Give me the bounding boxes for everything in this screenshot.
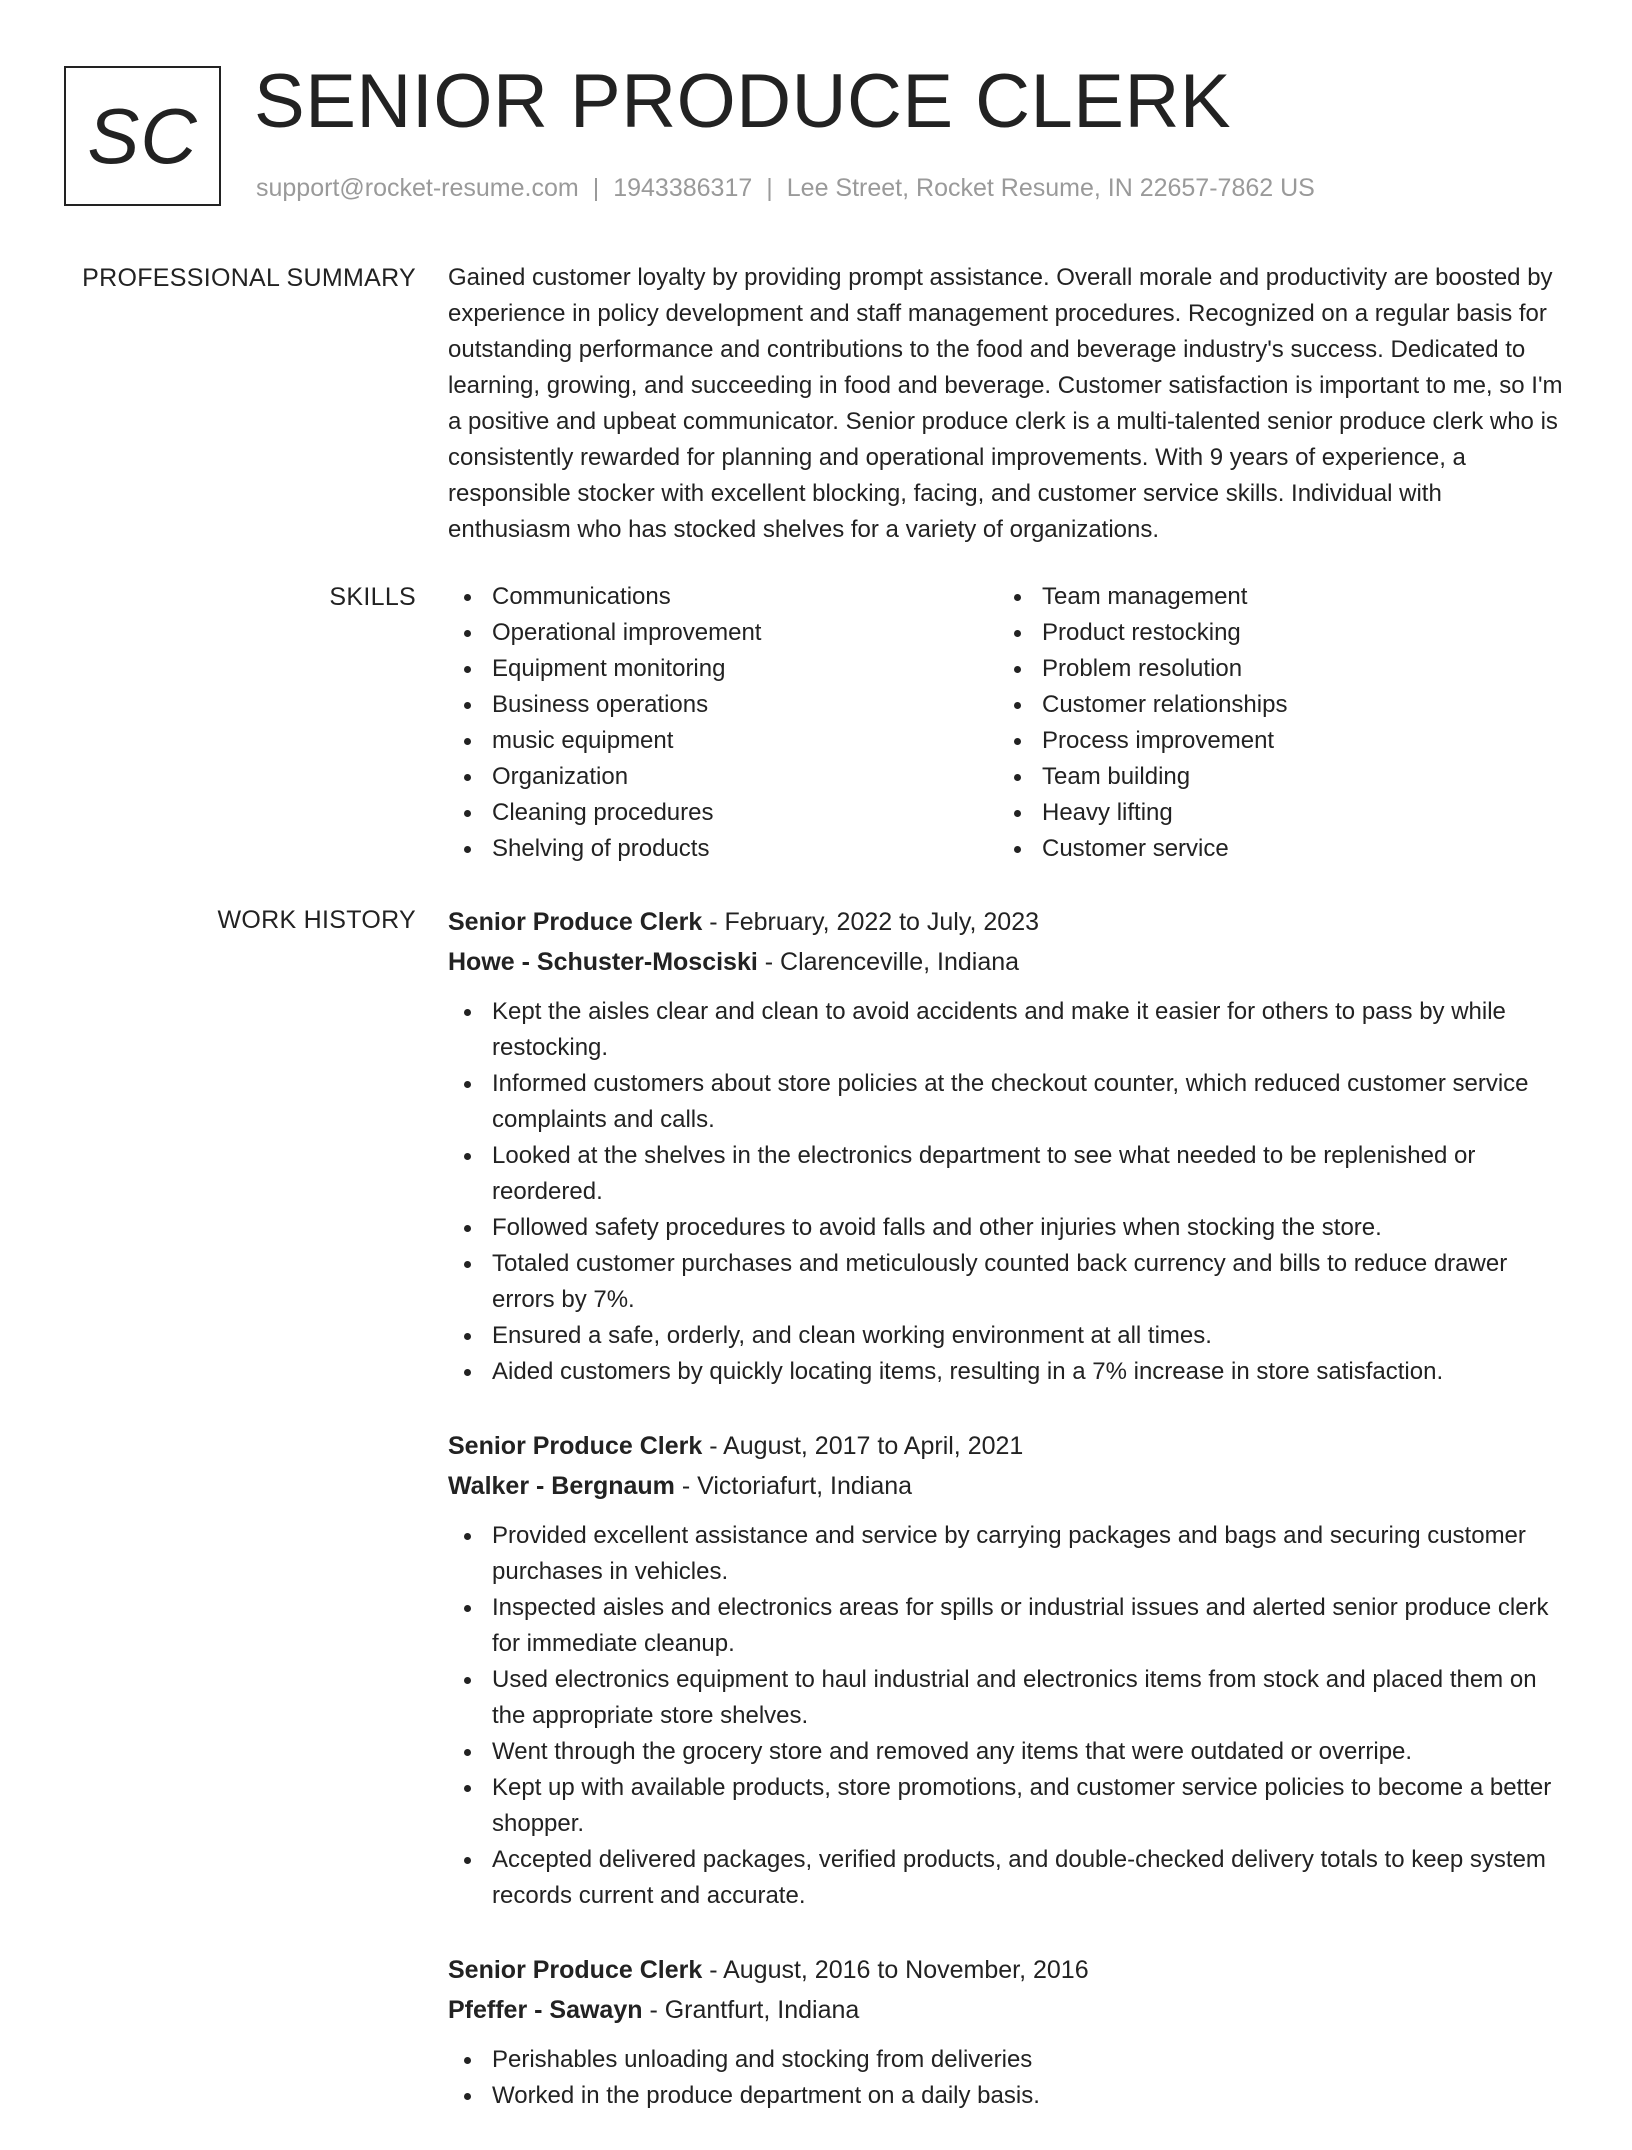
contact-email[interactable]: support@rocket-resume.com: [256, 174, 579, 202]
skills-list-right: [998, 579, 1548, 867]
job-dates: - August, 2016 to November, 2016: [702, 1956, 1089, 1984]
job-company: Pfeffer - Sawayn: [448, 1996, 643, 2024]
duty-item: Accepted delivered packages, verified products, and double-checked delivery totals to keep system records current and accurate.: [448, 1842, 1570, 1914]
skill-item: Process improvement: [998, 723, 1548, 759]
monogram-initials: SC: [87, 91, 198, 180]
skill-item: Shelving of products: [448, 831, 998, 867]
skill-item: Customer relationships: [998, 687, 1548, 723]
job-dates: - August, 2017 to April, 2021: [702, 1432, 1024, 1460]
job-company: Walker - Bergnaum: [448, 1472, 675, 1500]
skills-heading: SKILLS: [329, 583, 416, 611]
contact-line: [256, 173, 1315, 203]
job-entry: [448, 1426, 1570, 1914]
job-duties: [448, 994, 1570, 1390]
skill-item: Equipment monitoring: [448, 651, 998, 687]
skill-item: music equipment: [448, 723, 998, 759]
skill-item: Product restocking: [998, 615, 1548, 651]
skill-item: Communications: [448, 579, 998, 615]
duty-item: Used electronics equipment to haul industrial and electronics items from stock and placed them on the appropriate store shelves.: [448, 1662, 1570, 1734]
job-duties: [448, 2042, 1570, 2114]
summary-text: Gained customer loyalty by providing prompt assistance. Overall morale and productivity are boosted by experience in policy development and staff management procedures. Recognized on a regular basis for outstanding performance and contributions to the food and beverage industry's success. Dedicated to learning, growing, and succeeding in food and beverage. Customer satisfaction is important to me, so I'm a positive and upbeat communicator. Senior produce clerk is a multi-talented senior produce clerk who is consistently rewarded for planning and operational improvements. With 9 years of experience, a responsible stocker with excellent blocking, facing, and customer service skills. Individual with enthusiasm who has stocked shelves for a variety of organizations.: [448, 264, 1563, 543]
skill-item: Problem resolution: [998, 651, 1548, 687]
duty-item: Inspected aisles and electronics areas for spills or industrial issues and alerted senior produce clerk for immediate cleanup.: [448, 1590, 1570, 1662]
contact-phone[interactable]: 1943386317: [613, 174, 753, 202]
skill-item: Customer service: [998, 831, 1548, 867]
contact-separator: |: [592, 174, 600, 202]
duty-item: Provided excellent assistance and service by carrying packages and bags and securing customer purchases in vehicles.: [448, 1518, 1570, 1590]
summary-heading: PROFESSIONAL SUMMARY: [82, 264, 416, 292]
duty-item: Ensured a safe, orderly, and clean working environment at all times.: [448, 1318, 1570, 1354]
duty-item: Worked in the produce department on a daily basis.: [448, 2078, 1570, 2114]
job-company: Howe - Schuster-Mosciski: [448, 948, 758, 976]
skill-item: Business operations: [448, 687, 998, 723]
skill-item: Heavy lifting: [998, 795, 1548, 831]
duty-item: Totaled customer purchases and meticulously counted back currency and bills to reduce drawer errors by 7%.: [448, 1246, 1570, 1318]
contact-address: Lee Street, Rocket Resume, IN 22657-7862 US: [786, 174, 1315, 202]
job-company-line: [448, 1466, 1570, 1506]
job-duties: [448, 1518, 1570, 1914]
job-location: - Victoriafurt, Indiana: [674, 1472, 913, 1500]
skill-item: Operational improvement: [448, 615, 998, 651]
skill-item: Cleaning procedures: [448, 795, 998, 831]
job-entry: [448, 1950, 1570, 2114]
duty-item: Aided customers by quickly locating items, resulting in a 7% increase in store satisfaction.: [448, 1354, 1570, 1390]
duty-item: Kept up with available products, store promotions, and customer service policies to become a better shopper.: [448, 1770, 1570, 1842]
duty-item: Went through the grocery store and removed any items that were outdated or overripe.: [448, 1734, 1570, 1770]
job-entry: [448, 902, 1570, 1390]
job-dates: - February, 2022 to July, 2023: [702, 908, 1040, 936]
job-company-line: [448, 1990, 1570, 2030]
job-role: Senior Produce Clerk: [448, 908, 703, 936]
job-company-line: [448, 942, 1570, 982]
contact-separator: |: [766, 174, 773, 202]
duty-item: Kept the aisles clear and clean to avoid accidents and make it easier for others to pass by while restocking.: [448, 994, 1570, 1066]
skill-item: Team building: [998, 759, 1548, 795]
duty-item: Informed customers about store policies at the checkout counter, which reduced customer service complaints and calls.: [448, 1066, 1570, 1138]
job-role: Senior Produce Clerk: [448, 1432, 703, 1460]
duty-item: Perishables unloading and stocking from deliveries: [448, 2042, 1570, 2078]
job-role-line: [448, 1426, 1570, 1466]
job-location: - Clarenceville, Indiana: [757, 948, 1020, 976]
skill-item: Organization: [448, 759, 998, 795]
job-role-line: [448, 902, 1570, 942]
job-role: Senior Produce Clerk: [448, 1956, 703, 1984]
work-history-heading: WORK HISTORY: [217, 906, 416, 934]
skill-item: Team management: [998, 579, 1548, 615]
duty-item: Looked at the shelves in the electronics department to see what needed to be replenished or reordered.: [448, 1138, 1570, 1210]
skills-list-left: [448, 579, 998, 867]
monogram-box: [64, 66, 221, 206]
resume-title: SENIOR PRODUCE CLERK: [254, 59, 1232, 144]
job-role-line: [448, 1950, 1570, 1990]
duty-item: Followed safety procedures to avoid falls and other injuries when stocking the store.: [448, 1210, 1570, 1246]
job-location: - Grantfurt, Indiana: [642, 1996, 860, 2024]
